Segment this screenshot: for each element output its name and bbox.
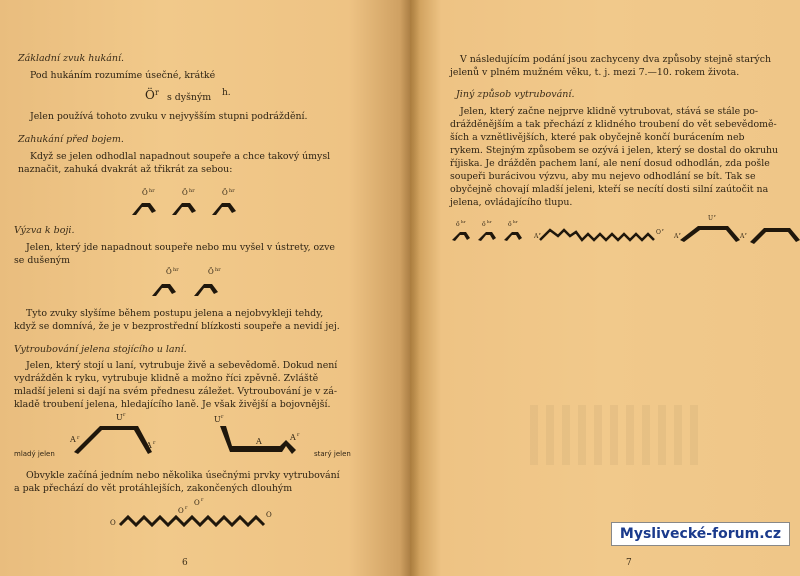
svg-text:O: O: [110, 519, 116, 527]
svg-text:r: r: [539, 231, 541, 236]
paragraph-line: Když se jelen odhodlal napadnout soupeře a chce takový úmysl: [30, 151, 331, 162]
svg-text:A: A: [146, 441, 152, 450]
svg-text:O: O: [178, 507, 184, 515]
paragraph-line: ších a vznětlivějších, které pak obyčejně končí burácením neb: [450, 132, 745, 143]
book-gutter: [400, 0, 420, 576]
svg-text:r: r: [745, 231, 747, 236]
watermark: Myslivecké-forum.cz: [611, 522, 790, 546]
label-old: starý jelen: [314, 450, 351, 458]
svg-text:Ö: Ö: [142, 189, 148, 197]
svg-text:A: A: [290, 433, 296, 442]
svg-text:hr: hr: [513, 219, 518, 224]
paragraph-line: Tyto zvuky slyšíme během postupu jelena a nejobvykleji tehdy,: [26, 308, 324, 319]
heading-vytrubovani: Vytroubování jelena stojícího u laní.: [14, 344, 187, 355]
paragraph-line: Pod hukáním rozumíme úsečné, krátké: [30, 70, 216, 81]
svg-text:A: A: [534, 233, 539, 240]
svg-text:Ö: Ö: [208, 268, 214, 276]
svg-text:ö: ö: [508, 221, 512, 228]
page-number-left: 6: [182, 558, 188, 568]
paragraph-line: a pak přechází do vět protáhlejších, zakončených dlouhým: [14, 483, 293, 494]
svg-text:r: r: [662, 227, 664, 232]
svg-text:hr: hr: [229, 188, 235, 194]
svg-text:Ö: Ö: [166, 268, 172, 276]
svg-text:A: A: [740, 233, 745, 240]
svg-text:r: r: [185, 505, 188, 511]
heading-vyzva: Výzva k boji.: [14, 225, 75, 236]
paragraph-line: soupeři burácivou výzvu, aby mu nejevo odhodlání se bít. Tak se: [450, 171, 756, 182]
paragraph-line: Obvykle začíná jedním nebo několika úsečnými prvky vytrubování: [26, 470, 340, 481]
svg-text:r: r: [221, 414, 224, 420]
paragraph-line: rykem. Stejným způsobem se ozývá i jelen, který se dostal do okruhu: [450, 145, 779, 156]
svg-text:r: r: [201, 497, 204, 503]
notation-three-calls: [130, 185, 250, 225]
paragraph-line: obyčejně chovají mladší jeleni, kteří se necítí dosti silní zaútočit na: [450, 184, 769, 195]
notation-long-row: [450, 210, 800, 255]
paragraph-line: kladě troubení jelena, hledajícího laně. Je však živější a bojovnější.: [14, 399, 331, 410]
svg-text:U: U: [116, 413, 123, 422]
svg-text:hr: hr: [149, 188, 155, 194]
svg-text:r: r: [714, 213, 716, 218]
svg-text:O: O: [656, 229, 661, 236]
paragraph-line: jelenů v plném mužném věku, t. j. mezi 7.—10. rokem života.: [450, 67, 740, 78]
paragraph-line: Jelen, který stojí u laní, vytrubuje živě a sebevědomě. Dokud není: [26, 360, 338, 371]
bleed-through-shadow: [530, 405, 700, 465]
paragraph-line: drážděnějším a tak přechází z klidného troubení do vět sebevědomě-: [450, 119, 777, 130]
paragraph-line: Jelen, který jde napadnout soupeře nebo mu vyšel v ústrety, ozve: [26, 242, 335, 253]
paragraph-line: naznačit, zahuká dvakrát až třikrát za sebou:: [18, 164, 233, 175]
paragraph-line: jelena, ovládajícího tlupu.: [450, 197, 573, 208]
svg-text:r: r: [123, 412, 126, 418]
svg-text:hr: hr: [461, 219, 466, 224]
svg-text:r: r: [679, 231, 681, 236]
svg-text:hr: hr: [189, 188, 195, 194]
paragraph-line: když se domnívá, že je v bezprostřední blízkosti soupeře a nevidí jej.: [14, 321, 340, 332]
svg-text:U: U: [708, 215, 714, 222]
paragraph-line: Jelen, který začne nejprve klidně vytrubovat, stává se stále po-: [460, 106, 759, 117]
heading-zakladni-zvuk: Základní zvuk hukání.: [18, 53, 125, 64]
svg-text:r: r: [297, 432, 300, 438]
notation-zigzag: [110, 495, 280, 535]
paragraph-line: vydrážděn k ryku, vytrubuje klidně a možno říci zpěvně. Zvláště: [14, 373, 319, 384]
paragraph-line: V následujícím podání jsou zachyceny dva způsoby stejně starých: [460, 54, 772, 65]
svg-text:A: A: [256, 437, 262, 446]
right-page: [410, 0, 800, 576]
notation-two-calls: [150, 262, 230, 302]
note-text: s dyšným: [167, 92, 212, 103]
page-number-right: 7: [626, 558, 632, 568]
svg-text:O: O: [266, 511, 272, 519]
paragraph-line: Jelen používá tohoto zvuku v nejvyšším stupni podráždění.: [30, 111, 308, 122]
svg-text:O: O: [194, 499, 200, 507]
svg-text:ö: ö: [456, 221, 460, 228]
svg-text:Ö: Ö: [222, 189, 228, 197]
svg-text:A: A: [70, 435, 76, 444]
svg-text:hr: hr: [487, 219, 492, 224]
svg-text:Ö: Ö: [182, 189, 188, 197]
svg-text:A: A: [674, 233, 679, 240]
note-symbol-h: h.: [222, 88, 231, 98]
svg-text:ö: ö: [482, 221, 486, 228]
svg-text:r: r: [77, 435, 80, 441]
note-symbol-sup: r: [155, 88, 159, 97]
label-young: mladý jelen: [14, 450, 55, 458]
svg-text:U: U: [214, 415, 221, 424]
svg-text:hr: hr: [173, 267, 179, 273]
heading-jiny-zpusob: Jiný způsob vytrubování.: [456, 89, 575, 100]
heading-zahukani: Zahukání před bojem.: [18, 134, 124, 145]
svg-text:r: r: [153, 440, 156, 446]
paragraph-line: se dušeným: [14, 255, 70, 266]
paragraph-line: mladší jeleni si dají na svém přednesu záležet. Vytroubování je v zá-: [14, 386, 337, 397]
svg-text:hr: hr: [215, 267, 221, 273]
notation-young-old: [60, 410, 380, 470]
paragraph-line: říjiska. Je drážděn pachem laní, ale není dosud odhodlán, zda pošle: [450, 158, 770, 169]
note-symbol: Ö: [145, 88, 155, 102]
